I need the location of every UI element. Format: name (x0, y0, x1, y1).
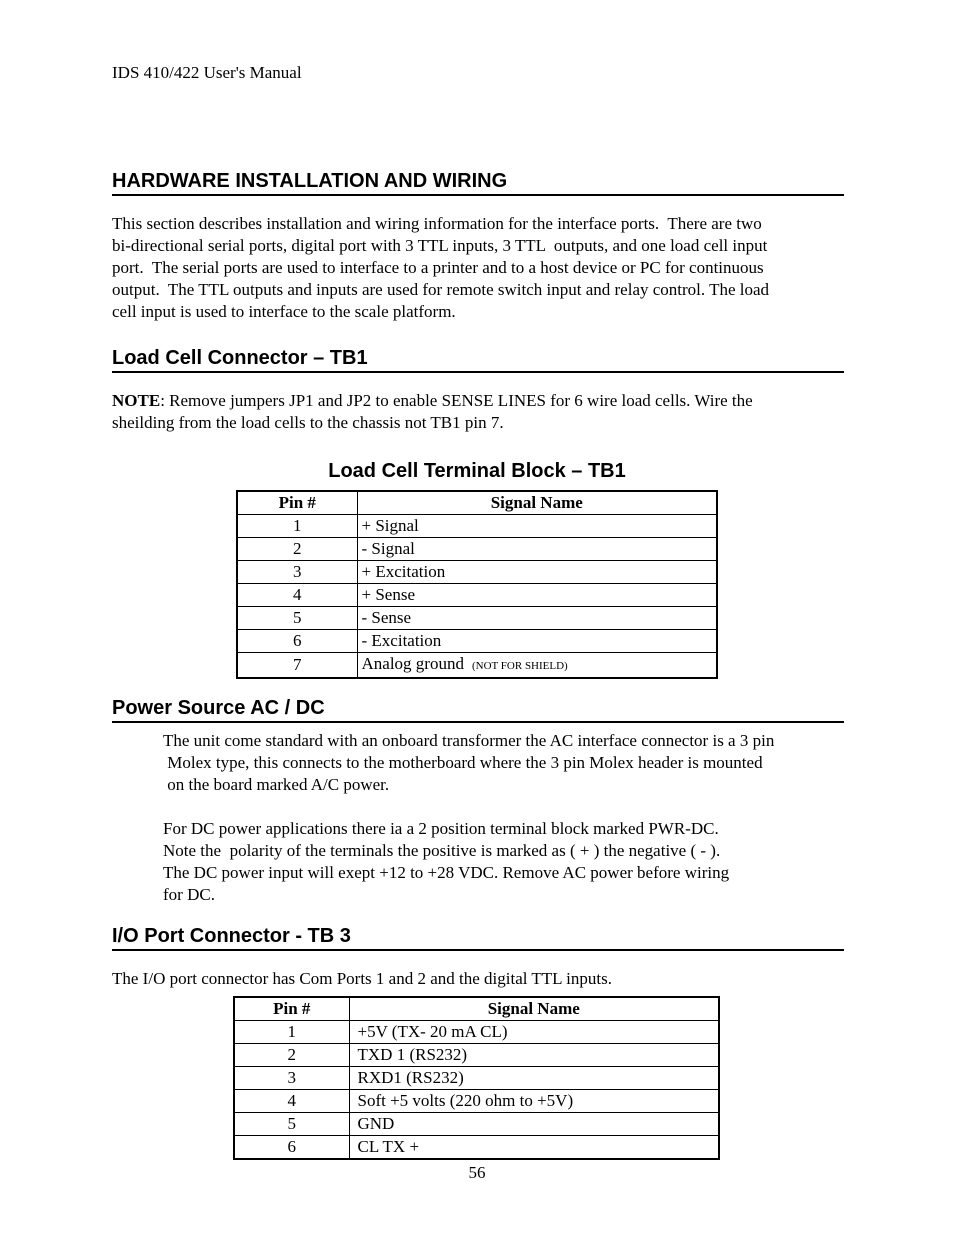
pin-cell: 2 (237, 538, 357, 561)
paragraph-line: bi-directional serial ports, digital port with 3 TTL inputs, 3 TTL outputs, and one load cell input (112, 236, 768, 255)
signal-cell: Soft +5 volts (220 ohm to +5V) (349, 1090, 719, 1113)
pin-cell: 2 (234, 1044, 349, 1067)
table-row (234, 1090, 719, 1113)
power-paragraph-ac (163, 730, 853, 796)
paragraph-line: cell input is used to interface to the scale platform. (112, 302, 456, 321)
section-heading-load-cell: Load Cell Connector – TB1 (112, 346, 844, 373)
pin-cell: 3 (237, 561, 357, 584)
power-paragraph-dc (163, 818, 853, 906)
signal-cell: + Excitation (357, 561, 717, 584)
signal-cell: TXD 1 (RS232) (349, 1044, 719, 1067)
column-header-signal: Signal Name (357, 491, 717, 515)
paragraph-line: The unit come standard with an onboard transformer the AC interface connector is a 3 pin (163, 731, 775, 750)
column-header-pin: Pin # (237, 491, 357, 515)
signal-name: Analog ground (361, 654, 464, 673)
shield-note: (NOT FOR SHIELD) (471, 660, 568, 672)
pin-cell: 6 (234, 1136, 349, 1160)
table-row (234, 1021, 719, 1044)
note-text: sheilding from the load cells to the chassis not TB1 pin 7. (112, 413, 504, 432)
note-text: : Remove jumpers JP1 and JP2 to enable SENSE LINES for 6 wire load cells. Wire the (160, 391, 753, 410)
paragraph-line: port. The serial ports are used to interface to a printer and to a host device or PC for continuous (112, 258, 764, 277)
table-row (237, 630, 717, 653)
load-cell-note (112, 390, 844, 434)
paragraph-line: Molex type, this connects to the motherboard where the 3 pin Molex header is mounted (163, 753, 763, 772)
pin-cell: 4 (237, 584, 357, 607)
section-heading-hardware: HARDWARE INSTALLATION AND WIRING (112, 169, 844, 196)
section-heading-io-port: I/O Port Connector - TB 3 (112, 924, 844, 951)
table-header-row (234, 997, 719, 1021)
table-row (237, 584, 717, 607)
signal-cell: +5V (TX- 20 mA CL) (349, 1021, 719, 1044)
paragraph-line: output. The TTL outputs and inputs are used for remote switch input and relay control. The load (112, 280, 770, 299)
paragraph-line: The DC power input will exept +12 to +28 VDC. Remove AC power before wiring (163, 863, 730, 882)
section-heading-power: Power Source AC / DC (112, 696, 844, 723)
pin-cell: 6 (237, 630, 357, 653)
page-number: 56 (468, 1163, 486, 1182)
io-port-table (233, 996, 720, 1160)
paragraph-line: This section describes installation and wiring information for the interface ports. There are two (112, 214, 762, 233)
paragraph-line: on the board marked A/C power. (163, 775, 390, 794)
signal-cell: CL TX + (349, 1136, 719, 1160)
pin-cell: 5 (234, 1113, 349, 1136)
signal-cell (357, 653, 717, 679)
column-header-pin: Pin # (234, 997, 349, 1021)
pin-cell: 3 (234, 1067, 349, 1090)
signal-cell: - Signal (357, 538, 717, 561)
paragraph-line: For DC power applications there ia a 2 position terminal block marked PWR-DC. (163, 819, 719, 838)
table-row (237, 607, 717, 630)
table-header-row (237, 491, 717, 515)
table-caption-load-cell: Load Cell Terminal Block – TB1 (328, 460, 626, 482)
load-cell-table (236, 490, 718, 679)
table-row (234, 1113, 719, 1136)
table-row (234, 1044, 719, 1067)
signal-cell: + Signal (357, 515, 717, 538)
signal-cell: GND (349, 1113, 719, 1136)
pin-cell: 1 (237, 515, 357, 538)
signal-cell: + Sense (357, 584, 717, 607)
table-row (234, 1136, 719, 1160)
running-header: IDS 410/422 User's Manual (112, 63, 302, 82)
table-row (237, 538, 717, 561)
pin-cell: 5 (237, 607, 357, 630)
pin-cell: 1 (234, 1021, 349, 1044)
pin-cell: 7 (237, 653, 357, 679)
paragraph-line: Note the polarity of the terminals the positive is marked as ( + ) the negative ( - ). (163, 841, 721, 860)
note-label: NOTE (112, 391, 161, 410)
table-row (237, 653, 717, 679)
signal-cell: RXD1 (RS232) (349, 1067, 719, 1090)
table-row (237, 515, 717, 538)
table-row (237, 561, 717, 584)
column-header-signal: Signal Name (349, 997, 719, 1021)
signal-cell: - Excitation (357, 630, 717, 653)
pin-cell: 4 (234, 1090, 349, 1113)
paragraph-line: for DC. (163, 885, 215, 904)
signal-cell: - Sense (357, 607, 717, 630)
hardware-paragraph (112, 213, 844, 323)
io-port-intro: The I/O port connector has Com Ports 1 and 2 and the digital TTL inputs. (112, 969, 612, 988)
table-row (234, 1067, 719, 1090)
